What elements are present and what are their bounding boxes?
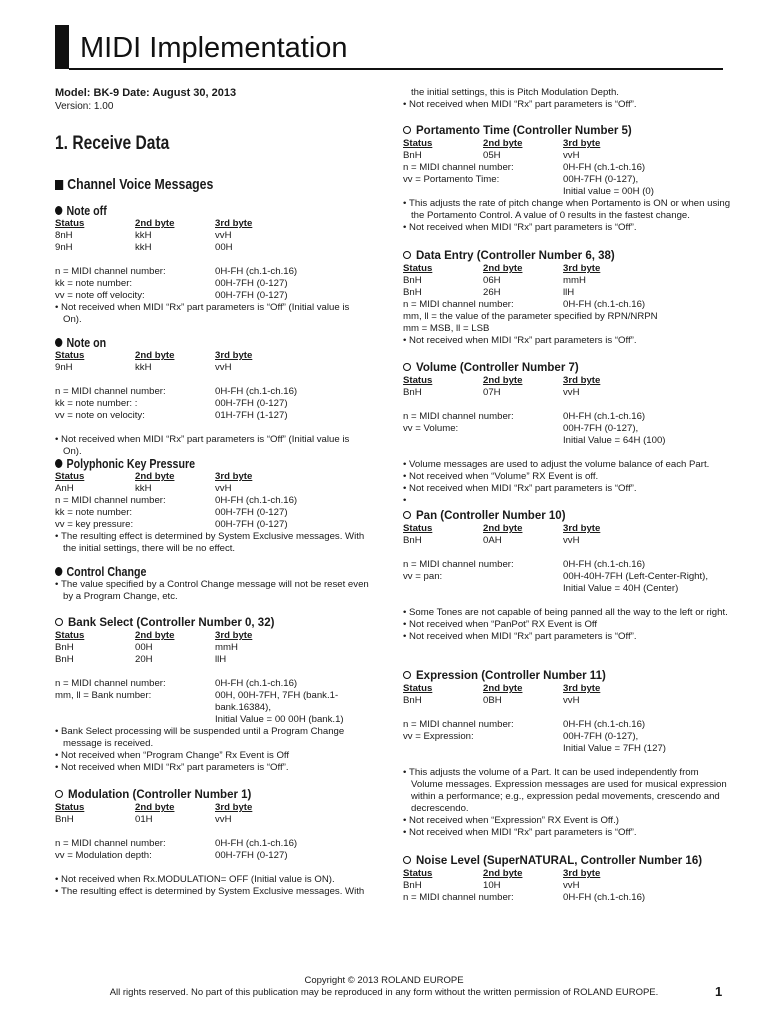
footer-rights: All rights reserved. No part of this publication may be reproduced in any form without the written permission of ROLAND EUROPE. xyxy=(109,987,659,998)
open-circle-icon xyxy=(403,856,411,864)
param-value: 0H-FH (ch.1-ch.16) xyxy=(563,719,646,730)
status-header: Status xyxy=(403,523,433,534)
note-list xyxy=(403,767,733,839)
third-byte-header: 3rd byte xyxy=(215,471,253,482)
bullet-icon: • xyxy=(55,531,62,542)
note-item xyxy=(55,531,370,555)
param-name: n = MIDI channel number: xyxy=(55,386,166,397)
byte-table xyxy=(55,630,370,666)
modulation-continued xyxy=(403,87,733,111)
param-list xyxy=(403,162,733,198)
byte-cell: vvH xyxy=(563,150,580,161)
status-header: Status xyxy=(403,263,433,274)
param-value: 00H-7FH (0-127) xyxy=(215,850,288,861)
param-name xyxy=(55,714,215,726)
note-item xyxy=(403,619,733,631)
bullet-icon: • xyxy=(403,99,410,110)
byte-cell: BnH xyxy=(403,880,422,891)
param-value: 0H-FH (ch.1-ch.16) xyxy=(215,386,298,397)
param-value: 0H-FH (ch.1-ch.16) xyxy=(215,678,298,689)
note-list xyxy=(55,434,370,458)
byte-cell: BnH xyxy=(403,287,422,298)
note-text: Some Tones are not capable of being panned all the way to the left or right. xyxy=(409,607,728,618)
byte-cell: BnH xyxy=(55,814,74,825)
second-byte-header: 2nd byte xyxy=(135,630,175,641)
param-list xyxy=(55,266,370,302)
second-byte-header: 2nd byte xyxy=(483,523,523,534)
note-text: Not received when MIDI “Rx” part parameters is “Off”. xyxy=(409,827,637,838)
note-item xyxy=(55,874,370,886)
note-item xyxy=(55,762,370,774)
param-name: n = MIDI channel number: xyxy=(55,838,166,849)
byte-cell: 00H xyxy=(215,242,233,253)
modulation-section: Modulation (Controller Number 1) Status 2nd byte 3rd byte BnH 01H vvH n = MIDI channel number: 0H-FH (ch.1-ch.16) vv = Modulation depth: 00H-7FH (0-127) • Not received when Rx.MODULATION= OFF (Initial value is ON). • The resulting effect is determined by System Exclusive messages. With xyxy=(55,788,370,898)
byte-table xyxy=(403,523,733,547)
bullet-icon: • xyxy=(55,302,62,313)
byte-table xyxy=(403,263,733,299)
note-text: Not received when MIDI “Rx” part parameters is “Off”. xyxy=(409,222,637,233)
data-entry-section: Data Entry (Controller Number 6, 38) Status 2nd byte 3rd byte BnH 06H mmH BnH 26H llH n = MIDI channel number: 0H-FH (ch.1-ch.16) mm, ll = the value of the parameter specified by RPN/NRPN mm = MSB, ll = LSB • Not received when MIDI “Rx” part parameters is “Off”. xyxy=(403,249,733,347)
header-bar xyxy=(55,25,69,69)
byte-cell: BnH xyxy=(403,387,422,398)
section-subtitle: Channel Voice Messages xyxy=(55,176,313,194)
filled-circle-icon xyxy=(55,459,62,468)
note-item xyxy=(55,302,370,326)
note-item xyxy=(403,827,733,839)
header-rule xyxy=(69,68,723,70)
model-line xyxy=(55,87,370,113)
param-name: vv = Expression: xyxy=(403,731,474,742)
param-name: n = MIDI channel number: xyxy=(403,162,514,173)
param-name xyxy=(403,435,563,447)
note-list xyxy=(55,302,370,326)
note-item xyxy=(403,607,733,619)
byte-cell: 26H xyxy=(483,287,501,298)
third-byte-header: 3rd byte xyxy=(215,630,253,641)
byte-cell: kkH xyxy=(135,230,152,241)
note-text: Not received when “Program Change” Rx Event is Off xyxy=(61,750,290,761)
byte-cell: 06H xyxy=(483,275,501,286)
note-text: The resulting effect is determined by System Exclusive messages. With xyxy=(61,886,365,897)
param-value: 0H-FH (ch.1-ch.16) xyxy=(563,162,646,173)
open-circle-icon xyxy=(403,363,411,371)
param-list xyxy=(55,838,370,862)
note-list xyxy=(403,459,733,495)
byte-cell: 10H xyxy=(483,880,501,891)
page-number: 1 xyxy=(715,984,723,999)
byte-cell: BnH xyxy=(403,695,422,706)
note-text: Not received when MIDI “Rx” part parameters is “Off”. xyxy=(409,483,637,494)
param-value: 0H-FH (ch.1-ch.16) xyxy=(563,299,646,310)
bullet-icon: • xyxy=(403,222,410,233)
filled-circle-icon xyxy=(55,338,62,347)
note-item xyxy=(55,886,370,898)
bank-select-section: Bank Select (Controller Number 0, 32) Status 2nd byte 3rd byte BnH 00H mmH BnH 20H llH n = MIDI channel number: 0H-FH (ch.1-ch.16) mm, ll = Bank number: 00H, 00H-7FH, 7FH (bank.1-bank.16384), Initial Value = 00 00H (bank.1) • Bank Select processing will be suspended until a Program Change message is received. • Not received when “Program Change” Rx Event is Off • Not received when MIDI “Rx” part parameters is “Off”. xyxy=(55,616,370,774)
byte-cell: llH xyxy=(215,654,227,665)
bullet-icon: • xyxy=(403,631,410,642)
param-line: mm = MSB, ll = LSB xyxy=(403,323,490,334)
param-value: 01H-7FH (1-127) xyxy=(215,410,288,421)
param-list xyxy=(403,892,733,904)
bullet-icon: • xyxy=(403,198,410,209)
bullet-icon: • xyxy=(403,619,410,630)
note-text: The resulting effect is determined by System Exclusive messages. With the initial settings, there will be no effect. xyxy=(61,531,365,554)
note-item xyxy=(403,471,733,483)
status-header: Status xyxy=(403,868,433,879)
status-header: Status xyxy=(403,138,433,149)
param-name: n = MIDI channel number: xyxy=(403,719,514,730)
note-text: Not received when “PanPot” RX Event is Off xyxy=(409,619,598,630)
param-list xyxy=(403,411,733,447)
note-item xyxy=(403,222,733,234)
param-list xyxy=(403,559,733,595)
poly-pressure-section: Polyphonic Key Pressure Status 2nd byte 3rd byte AnH kkH vvH n = MIDI channel number: 0H-FH (ch.1-ch.16) kk = note number: 00H-7FH (0-127) vv = key pressure: 00H-7FH (0-127) • The resulting effect is determined by System Exclusive messages. With the initial settings, there will be no effect. xyxy=(55,456,370,555)
byte-cell: 01H xyxy=(135,814,153,825)
byte-cell: 9nH xyxy=(55,362,73,373)
param-name: n = MIDI channel number: xyxy=(55,495,166,506)
status-header: Status xyxy=(55,471,85,482)
open-circle-icon xyxy=(55,790,63,798)
note-on-section: Note on Status 2nd byte 3rd byte 9nH kkH vvH n = MIDI channel number: 0H-FH (ch.1-ch.16) kk = note number: : 00H-7FH (0-127) vv = note on velocity: 01H-7FH (1-127) • Not received when MIDI “Rx” part parameters is “Off” (Initial value is On). xyxy=(55,335,370,458)
note-list xyxy=(403,335,733,347)
open-circle-icon xyxy=(403,126,411,134)
second-byte-header: 2nd byte xyxy=(135,471,175,482)
param-value: Initial Value = 64H (100) xyxy=(563,435,666,446)
third-byte-header: 3rd byte xyxy=(563,138,601,149)
byte-cell: 0AH xyxy=(483,535,502,546)
param-name: n = MIDI channel number: xyxy=(403,299,514,310)
note-item xyxy=(403,815,733,827)
param-name: n = MIDI channel number: xyxy=(403,411,514,422)
open-circle-icon xyxy=(55,618,63,626)
status-header: Status xyxy=(55,218,85,229)
note-item xyxy=(55,434,370,458)
param-value: 00H-7FH (0-127), xyxy=(563,731,639,742)
param-name xyxy=(403,583,563,595)
control-change-section: Control Change • The value specified by a Control Change message will not be reset even by a Program Change, etc. xyxy=(55,564,369,602)
note-text: Not received when MIDI “Rx” part parameters is “Off”. xyxy=(409,631,637,642)
note-list xyxy=(55,726,370,774)
byte-cell: vvH xyxy=(215,814,232,825)
filled-circle-icon xyxy=(55,567,62,576)
note-item xyxy=(55,726,370,750)
pan-section: Pan (Controller Number 10) Status 2nd byte 3rd byte BnH 0AH vvH n = MIDI channel number: 0H-FH (ch.1-ch.16) vv = pan: 00H-40H-7FH (Left-Center-Right), Initial Value = 40H (Center) • Some Tones are not capable of being panned all the way to the left or right. • Not received when “PanPot” RX Event is Off • Not received when MIDI “Rx” part parameters is “Off”. xyxy=(403,509,733,643)
note-text: Not received when MIDI “Rx” part parameters is “Off”. xyxy=(61,762,289,773)
bullet-icon: • xyxy=(403,335,410,346)
param-value: 00H-7FH (0-127), xyxy=(563,174,639,185)
param-value: Initial value = 00H (0) xyxy=(563,186,654,197)
note-text: Bank Select processing will be suspended until a Program Change message is received. xyxy=(61,726,345,749)
param-value: 00H-7FH (0-127) xyxy=(215,398,288,409)
version: Version: 1.00 xyxy=(55,101,114,112)
second-byte-header: 2nd byte xyxy=(483,868,523,879)
second-byte-header: 2nd byte xyxy=(135,218,175,229)
third-byte-header: 3rd byte xyxy=(215,218,253,229)
bullet-icon: • xyxy=(403,607,410,618)
note-text: Not received when MIDI “Rx” part parameters is “Off”. xyxy=(409,99,637,110)
byte-cell: llH xyxy=(563,287,575,298)
byte-cell: BnH xyxy=(403,150,422,161)
param-value: 0H-FH (ch.1-ch.16) xyxy=(215,838,298,849)
empty-bullet: • xyxy=(403,495,407,506)
byte-table xyxy=(403,683,733,707)
noise-level-section: Noise Level (SuperNATURAL, Controller Number 16) Status 2nd byte 3rd byte BnH 10H vvH n = MIDI channel number: 0H-FH (ch.1-ch.16) xyxy=(403,854,733,904)
param-name xyxy=(403,743,563,755)
open-circle-icon xyxy=(403,511,411,519)
volume-section: Volume (Controller Number 7) Status 2nd byte 3rd byte BnH 07H vvH n = MIDI channel number: 0H-FH (ch.1-ch.16) vv = Volume: 00H-7FH (0-127), Initial Value = 64H (100) • Volume messages are used to adjust the volume balance of each Part. • Not received when “Volume” RX Event is off. • Not received when MIDI “Rx” part parameters is “Off”. • xyxy=(403,361,733,507)
byte-table xyxy=(403,375,733,399)
bullet-icon: • xyxy=(55,434,62,445)
filled-circle-icon xyxy=(55,206,62,215)
third-byte-header: 3rd byte xyxy=(563,375,601,386)
second-byte-header: 2nd byte xyxy=(483,138,523,149)
bullet-icon: • xyxy=(55,874,62,885)
param-value: 00H-7FH (0-127) xyxy=(215,507,288,518)
param-name: mm, ll = Bank number: xyxy=(55,690,152,701)
model-date: Model: BK-9 Date: August 30, 2013 xyxy=(55,87,237,99)
byte-cell: BnH xyxy=(403,535,422,546)
byte-cell: 0BH xyxy=(483,695,502,706)
status-header: Status xyxy=(55,802,85,813)
byte-cell: BnH xyxy=(55,654,74,665)
open-circle-icon xyxy=(403,251,411,259)
param-list xyxy=(403,299,733,311)
third-byte-header: 3rd byte xyxy=(563,523,601,534)
param-value: Initial Value = 40H (Center) xyxy=(563,583,679,594)
bullet-icon: • xyxy=(403,471,410,482)
byte-cell: kkH xyxy=(135,242,152,253)
status-header: Status xyxy=(403,683,433,694)
bullet-icon: • xyxy=(403,767,410,778)
note-item xyxy=(403,483,733,495)
byte-cell: vvH xyxy=(215,230,232,241)
byte-cell: BnH xyxy=(55,642,74,653)
bullet-icon: • xyxy=(403,827,410,838)
bullet-icon: • xyxy=(55,762,62,773)
byte-cell: kkH xyxy=(135,362,152,373)
byte-cell: mmH xyxy=(563,275,586,286)
note-item xyxy=(55,579,370,603)
note-text: This adjusts the rate of pitch change when Portamento is ON or when using the Portamento Control. A value of 0 results in the fastest change. xyxy=(409,198,731,221)
continued-line: the initial settings, this is Pitch Modulation Depth. xyxy=(411,87,619,98)
byte-table xyxy=(55,350,370,374)
third-byte-header: 3rd byte xyxy=(215,350,253,361)
param-name: n = MIDI channel number: xyxy=(55,266,166,277)
note-text: Not received when MIDI “Rx” part parameters is “Off” (Initial value is On). xyxy=(61,302,350,325)
param-name: vv = note off velocity: xyxy=(55,290,145,301)
param-name: vv = Portamento Time: xyxy=(403,174,500,185)
byte-cell: BnH xyxy=(403,275,422,286)
param-value: 0H-FH (ch.1-ch.16) xyxy=(563,559,646,570)
note-text: Volume messages are used to adjust the volume balance of each Part. xyxy=(409,459,710,470)
param-name xyxy=(403,186,563,198)
byte-cell: vvH xyxy=(563,880,580,891)
note-text: Not received when “Expression” RX Event is Off.) xyxy=(409,815,619,826)
second-byte-header: 2nd byte xyxy=(135,802,175,813)
param-value: 00H-7FH (0-127), xyxy=(563,423,639,434)
param-line: mm, ll = the value of the parameter specified by RPN/NRPN xyxy=(403,311,658,322)
note-item xyxy=(403,631,733,643)
bullet-icon: • xyxy=(55,886,62,897)
param-list xyxy=(403,719,733,755)
square-bullet-icon xyxy=(55,180,63,190)
second-byte-header: 2nd byte xyxy=(135,350,175,361)
page-title: MIDI Implementation xyxy=(80,32,348,64)
expression-section: Expression (Controller Number 11) Status 2nd byte 3rd byte BnH 0BH vvH n = MIDI channel number: 0H-FH (ch.1-ch.16) vv = Expression: 00H-7FH (0-127), Initial Value = 7FH (127) • This adjusts the volume of a Part. It can be used independently from Volume messages. Expression messages are used for musical expression within a performance; e.g., expression pedal movements, crescendo and decrescendo. • Not received when “Expression” RX Event is Off.) • Not received when MIDI “Rx” part parameters is “Off”. xyxy=(403,669,733,839)
bullet-icon: • xyxy=(403,483,410,494)
byte-cell: 07H xyxy=(483,387,501,398)
param-name: vv = note on velocity: xyxy=(55,410,145,421)
note-text: This adjusts the volume of a Part. It can be used independently from Volume messages. Expression messages are used for musical expression within a performance; e.g., expression pedal movements, crescendo and decrescendo. xyxy=(409,767,727,814)
param-value: 0H-FH (ch.1-ch.16) xyxy=(563,411,646,422)
note-item xyxy=(403,99,733,111)
note-item xyxy=(403,335,733,347)
byte-table xyxy=(55,802,370,826)
note-list xyxy=(403,198,733,234)
third-byte-header: 3rd byte xyxy=(215,802,253,813)
param-list xyxy=(55,386,370,422)
byte-cell: vvH xyxy=(215,362,232,373)
byte-table xyxy=(403,138,733,162)
note-text: Not received when MIDI “Rx” part parameters is “Off” (Initial value is On). xyxy=(61,434,350,457)
note-list xyxy=(55,531,370,555)
param-value: 00H-7FH (0-127) xyxy=(215,278,288,289)
byte-cell: vvH xyxy=(215,483,232,494)
third-byte-header: 3rd byte xyxy=(563,683,601,694)
param-name: kk = note number: : xyxy=(55,398,138,409)
param-value: 00H, 00H-7FH, 7FH (bank.1-bank.16384), xyxy=(215,690,339,713)
param-name: kk = note number: xyxy=(55,507,133,518)
note-item xyxy=(403,767,733,815)
param-value: 00H-7FH (0-127) xyxy=(215,519,288,530)
note-text: The value specified by a Control Change message will not be reset even by a Program Change, etc. xyxy=(61,579,369,602)
param-name: vv = Modulation depth: xyxy=(55,850,152,861)
note-text: Not received when “Volume” RX Event is off. xyxy=(409,471,599,482)
param-value: 0H-FH (ch.1-ch.16) xyxy=(215,495,298,506)
bullet-icon: • xyxy=(403,815,410,826)
param-value: Initial Value = 00 00H (bank.1) xyxy=(215,714,344,725)
byte-cell: kkH xyxy=(135,483,152,494)
bullet-icon: • xyxy=(55,726,62,737)
bullet-icon: • xyxy=(55,579,62,590)
bullet-icon: • xyxy=(403,459,410,470)
param-value: 00H-40H-7FH (Left-Center-Right), xyxy=(563,571,709,582)
byte-cell: 9nH xyxy=(55,242,73,253)
byte-cell: 8nH xyxy=(55,230,73,241)
portamento-section: Portamento Time (Controller Number 5) Status 2nd byte 3rd byte BnH 05H vvH n = MIDI channel number: 0H-FH (ch.1-ch.16) vv = Portamento Time: 00H-7FH (0-127), Initial value = 00H (0) • This adjusts the rate of pitch change when Portamento is ON or when using the Portamento Control. A value of 0 results in the fastest change. • Not received when MIDI “Rx” part parameters is “Off”. xyxy=(403,124,733,234)
byte-cell: 20H xyxy=(135,654,153,665)
note-item xyxy=(403,198,733,222)
param-value: 0H-FH (ch.1-ch.16) xyxy=(215,266,298,277)
note-list xyxy=(403,607,733,643)
third-byte-header: 3rd byte xyxy=(563,868,601,879)
note-list xyxy=(403,99,733,111)
byte-cell: vvH xyxy=(563,535,580,546)
byte-cell: mmH xyxy=(215,642,238,653)
note-text: Not received when MIDI “Rx” part parameters is “Off”. xyxy=(409,335,637,346)
byte-cell: 05H xyxy=(483,150,501,161)
byte-table xyxy=(403,868,733,892)
param-value: Initial Value = 7FH (127) xyxy=(563,743,667,754)
byte-cell: vvH xyxy=(563,695,580,706)
status-header: Status xyxy=(55,630,85,641)
second-byte-header: 2nd byte xyxy=(483,683,523,694)
third-byte-header: 3rd byte xyxy=(563,263,601,274)
note-item xyxy=(403,459,733,471)
status-header: Status xyxy=(55,350,85,361)
note-list xyxy=(55,874,370,898)
param-list xyxy=(55,495,370,531)
open-circle-icon xyxy=(403,671,411,679)
second-byte-header: 2nd byte xyxy=(483,375,523,386)
param-name: kk = note number: xyxy=(55,278,133,289)
param-value: 00H-7FH (0-127) xyxy=(215,290,288,301)
byte-cell: AnH xyxy=(55,483,74,494)
note-off-section: Note off Status 2nd byte 3rd byte 8nH kkH vvH 9nH kkH 00H n = MIDI channel number: 0H-FH (ch.1-ch.16) kk = note number: 00H-7FH (0-127) vv = note off velocity: 00H-7FH (0-127) • Not received when MIDI “Rx” part parameters is “Off” (Initial value is On). xyxy=(55,203,370,326)
section-title: 1. Receive Data xyxy=(55,133,170,154)
status-header: Status xyxy=(403,375,433,386)
param-name: n = MIDI channel number: xyxy=(55,678,166,689)
param-name: vv = Volume: xyxy=(403,423,459,434)
note-text: Not received when Rx.MODULATION= OFF (Initial value is ON). xyxy=(61,874,335,885)
second-byte-header: 2nd byte xyxy=(483,263,523,274)
param-list xyxy=(55,678,370,726)
param-name: vv = pan: xyxy=(403,571,443,582)
note-item xyxy=(55,750,370,762)
byte-cell: vvH xyxy=(563,387,580,398)
param-name: n = MIDI channel number: xyxy=(403,559,514,570)
byte-cell: 00H xyxy=(135,642,153,653)
footer-copyright: Copyright © 2013 ROLAND EUROPE xyxy=(304,975,464,986)
note-list xyxy=(55,579,370,603)
byte-table xyxy=(55,218,370,254)
param-value: 0H-FH (ch.1-ch.16) xyxy=(563,892,646,903)
param-name: vv = key pressure: xyxy=(55,519,134,530)
bullet-icon: • xyxy=(55,750,62,761)
param-name: n = MIDI channel number: xyxy=(403,892,514,903)
byte-table xyxy=(55,471,370,495)
